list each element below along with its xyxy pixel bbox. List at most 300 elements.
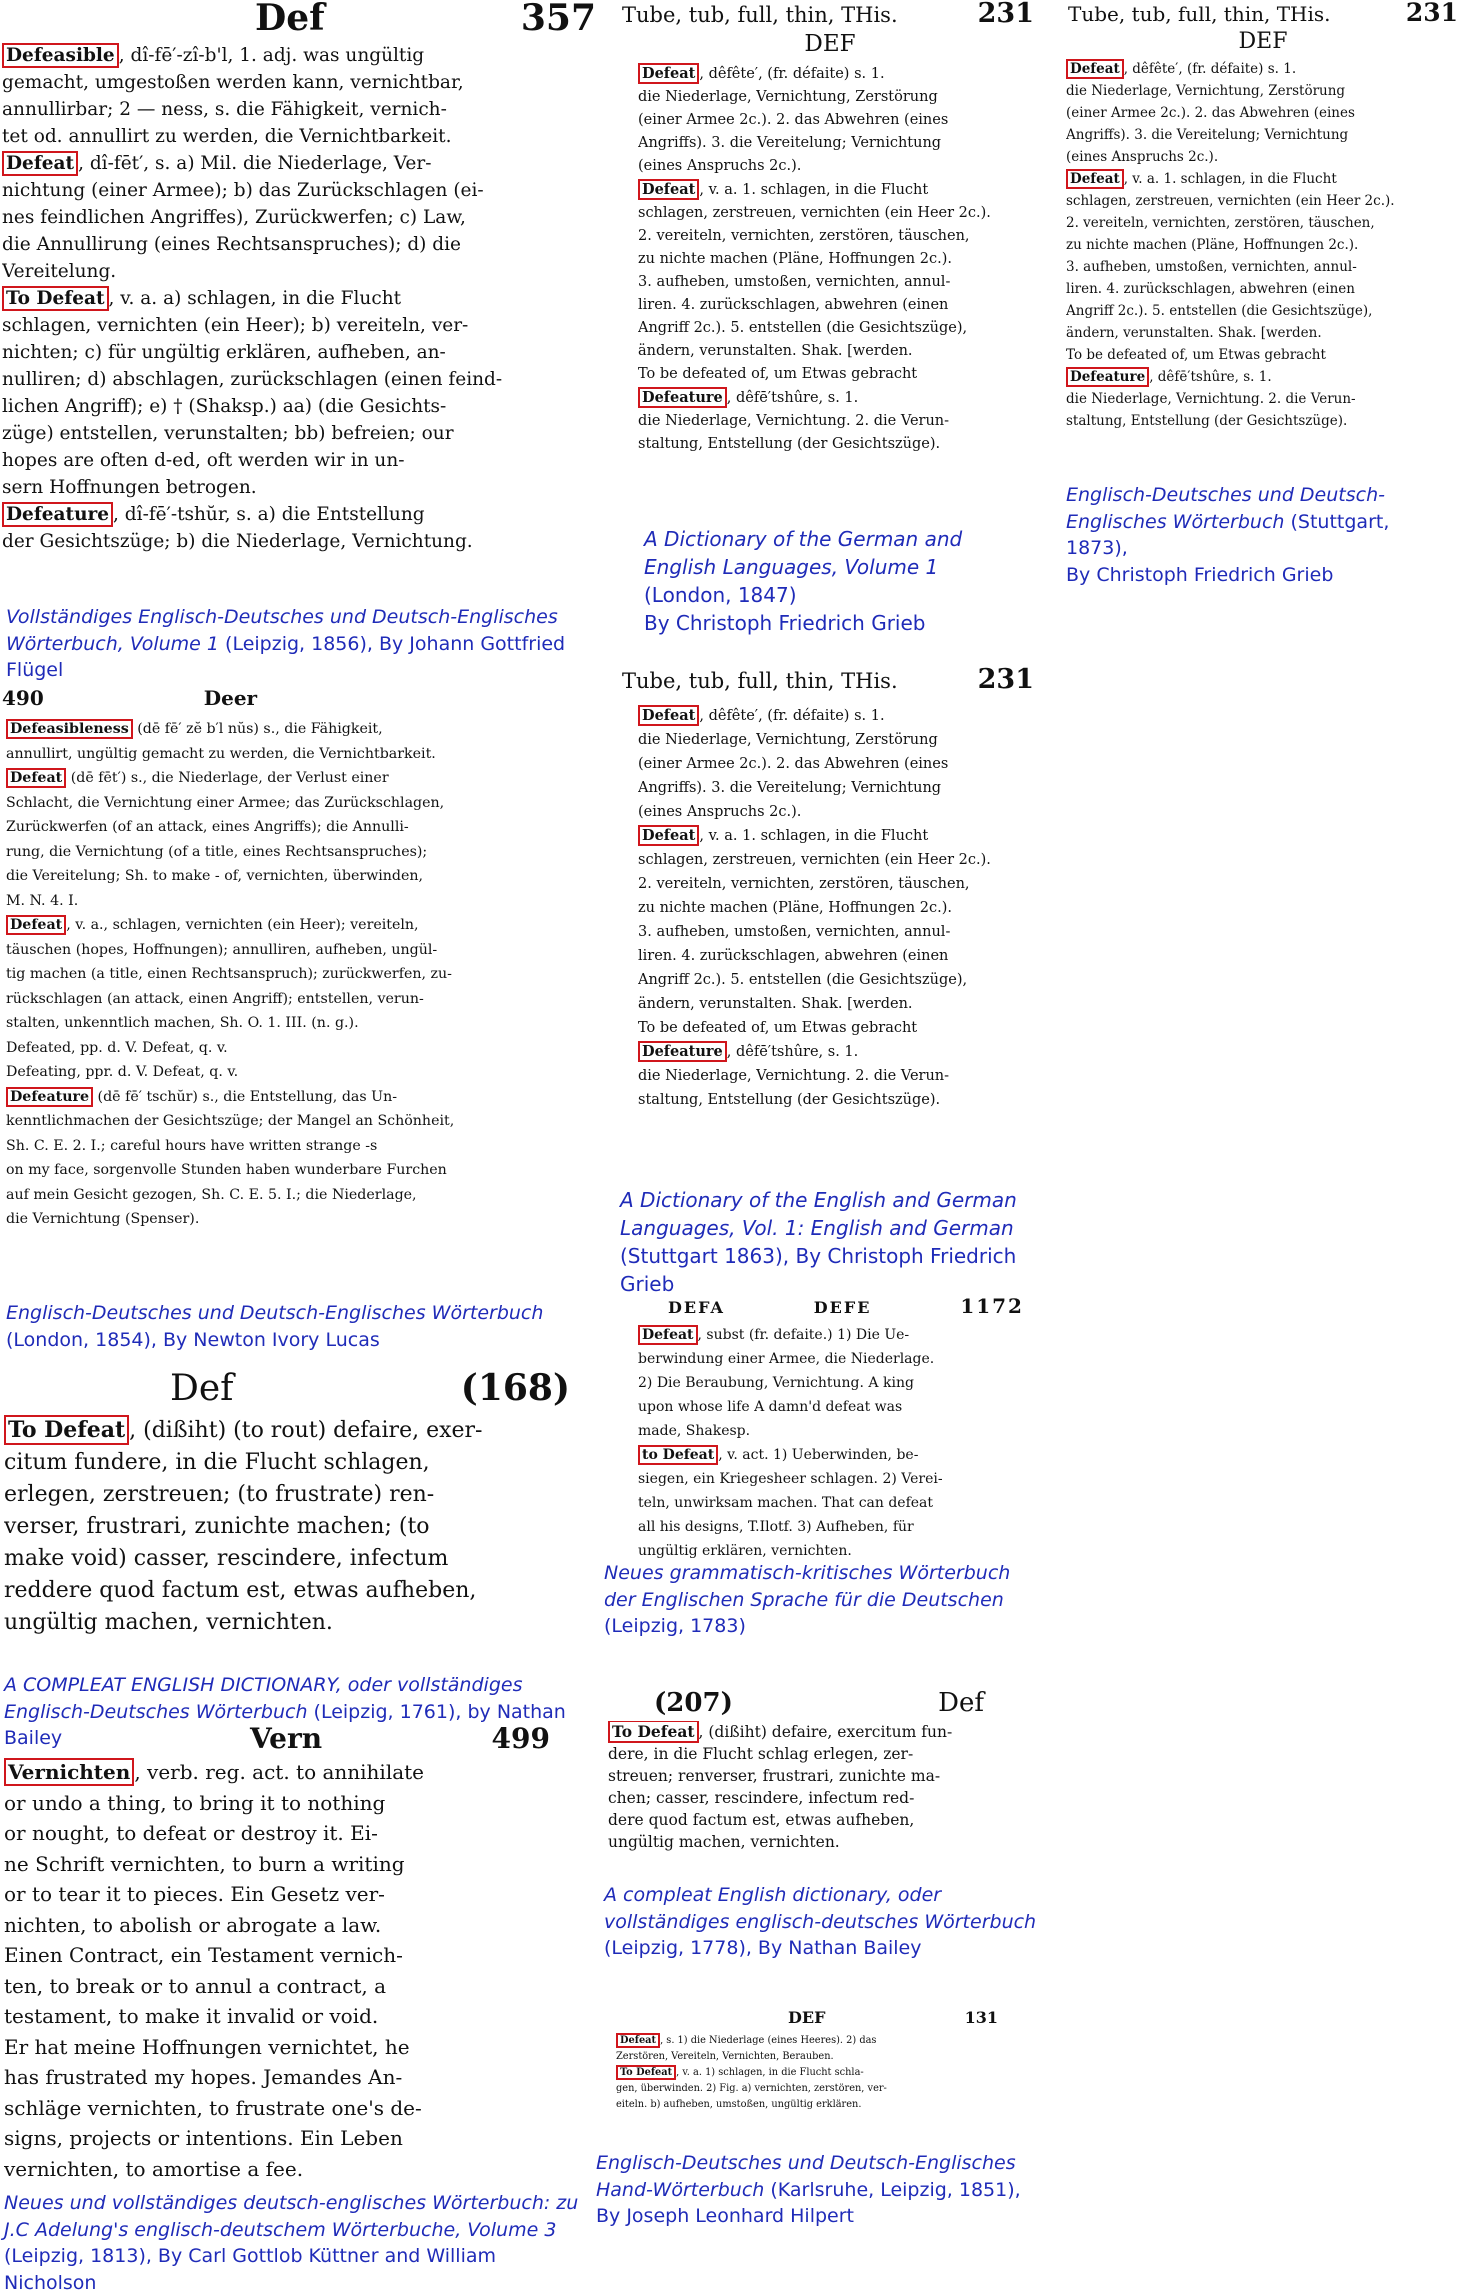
caption-grieb-1873 [1066, 482, 1456, 588]
entry-text-line [6, 840, 600, 865]
entry-text-line [1066, 278, 1462, 300]
entry-text-line [638, 800, 1040, 824]
entry-text-line [6, 1060, 600, 1085]
entry-text-line [638, 340, 1040, 363]
entry-text: Vereitelung. [2, 260, 117, 282]
entry-text-line [2, 123, 610, 150]
entry-text: dere, in die Flucht schlag erlegen, zer- [608, 1745, 914, 1764]
entry-definition: , dêfē′tshûre, s. 1. [726, 1044, 859, 1061]
entry-text-line [638, 202, 1040, 225]
entry-text: To be defeated of, um Etwas gebracht [638, 365, 918, 382]
entry-text: citum fundere, in die Flucht schlagen, [4, 1449, 430, 1475]
entry-text: ungültig machen, vernichten. [4, 1609, 333, 1635]
headword-highlight: To Defeat [4, 1415, 129, 1445]
entries [612, 2033, 1052, 2113]
entry-text: Schlacht, die Vernichtung einer Armee; das Zurückschlagen, [6, 794, 445, 811]
entry-text: 3. aufheben, umstoßen, vernichten, annul- [638, 273, 951, 290]
entry-text-line [638, 132, 1040, 155]
entry-text-line [2, 204, 610, 231]
entry-definition: , v. a. 1. schlagen, in die Flucht [699, 181, 929, 198]
entry-text-line [4, 1788, 600, 1819]
entry-text-line [4, 2001, 600, 2032]
entry-text-line [608, 1765, 1044, 1787]
entry-text: Sh. C. E. 2. I.; careful hours have written strange -s [6, 1137, 378, 1154]
entry-text: staltung, Entstellung (der Gesichtszüge). [638, 1092, 941, 1109]
entry-text: hopes are often d-ed, oft werden wir in un- [2, 449, 405, 471]
entry-text-line [638, 271, 1040, 294]
entry-headword-line [616, 2033, 1052, 2049]
entry-text: staltung, Entstellung (der Gesichtszüge). [638, 435, 941, 452]
headword-highlight: Defeat [1066, 59, 1124, 79]
header-page: 357 [520, 0, 596, 39]
entry-text: M. N. 4. I. [6, 892, 79, 909]
entry-text: schlagen, zerstreuen, vernichten (ein Heer 2c.). [1066, 193, 1395, 210]
caption-grieb-1863 [620, 1186, 1020, 1298]
entry-text-line [6, 1183, 600, 1208]
scan-lucas-1854 [0, 688, 600, 1300]
entry-text-line [608, 1743, 1044, 1765]
headword-highlight: Defeat [2, 151, 78, 176]
entries [0, 42, 610, 555]
entry-text-line [6, 791, 600, 816]
entry-text: auf mein Gesicht gezogen, Sh. C. E. 5. I.; die Niederlage, [6, 1186, 417, 1203]
caption-source: (Stuttgart 1863), By Christoph Friedrich Grieb [620, 1244, 1017, 1296]
entry-text-line [2, 96, 610, 123]
entry-headword-line [616, 2065, 1052, 2081]
entry-headword-line [1066, 366, 1462, 388]
entry-text-line [638, 1491, 1040, 1515]
entry-text: Angriff 2c.). 5. entstellen (die Gesichtszüge), [638, 972, 968, 989]
entry-text-line [2, 447, 610, 474]
entry-definition: , (dißiht) defaire, exercitum fun- [698, 1723, 953, 1742]
entry-text: ne Schrift vernichten, to burn a writing [4, 1851, 405, 1876]
entry-headword-line [4, 1757, 600, 1788]
caption-source: (Leipzig, 1813), By Carl Gottlob Küttner and William Nicholson [4, 2245, 496, 2294]
entry-text-line [616, 2049, 1052, 2065]
entry-text-line [638, 1016, 1040, 1040]
entry-text-line [4, 1575, 600, 1607]
page-header [0, 688, 600, 717]
entries [0, 717, 600, 1232]
header-page: 131 [964, 2010, 998, 2027]
header-page: 231 [977, 0, 1034, 29]
entry-text: gemacht, umgestoßen werden kann, vernichtbar, [2, 71, 464, 93]
caption-title: A Dictionary of the German and English Languages, Volume 1 [644, 527, 963, 579]
entry-text-line [638, 433, 1040, 456]
entry-headword-line [1066, 58, 1462, 80]
entry-text-line [638, 752, 1040, 776]
entry-definition: , v. a., schlagen, vernichten (ein Heer); vereiteln, [66, 917, 419, 933]
entry-definition: , dêfête′, (fr. défaite) s. 1. [699, 65, 885, 82]
entry-text-line [638, 1088, 1040, 1112]
entry-text-line [638, 944, 1040, 968]
entry-text-line [2, 393, 610, 420]
scan-bailey-1761 [0, 1370, 600, 1670]
entries [620, 1323, 1040, 1563]
entry-text-line [638, 1064, 1040, 1088]
entry-definition: , v. a. a) schlagen, in die Flucht [108, 287, 402, 309]
entry-definition: , v. a. 1. schlagen, in die Flucht [1123, 171, 1337, 188]
entry-text: liren. 4. zurückschlagen, abwehren (einen [1066, 281, 1355, 298]
entry-text: die Niederlage, Vernichtung, Zerstörung [1066, 83, 1346, 100]
entry-text-line [638, 728, 1040, 752]
entry-text-line [1066, 146, 1462, 168]
entry-text: züge) entstellen, verunstalten; bb) befreien; our [2, 422, 454, 444]
entry-text: Angriffs). 3. die Vereitelung; Vernichtung [638, 780, 942, 797]
entry-text-line [6, 1011, 600, 1036]
header-left: DEFA [668, 1298, 725, 1317]
entries [604, 1721, 1044, 1853]
caption-title: A COMPLEAT ENGLISH DICTIONARY, oder vollständiges Englisch-Deutsches Wörterbuch [4, 1674, 523, 1723]
headword-highlight: Defeasible [2, 43, 119, 68]
headword-highlight: Defeat [638, 1325, 698, 1345]
entry-text: Einen Contract, ein Testament vernich- [4, 1943, 403, 1968]
entry-text: liren. 4. zurückschlagen, abwehren (einen [638, 948, 949, 965]
entry-text-line [4, 2093, 600, 2124]
caption-title: Neues grammatisch-kritisches Wörterbuch der Englischen Sprache für die Deutschen [604, 1562, 1011, 1611]
entry-text: die Vernichtung (Spenser). [6, 1211, 200, 1227]
scan-grieb-1847 [620, 0, 1040, 520]
entries [0, 1414, 600, 1639]
caption-title: Englisch-Deutsches und Deutsch-Englisches Hand-Wörterbuch [596, 2152, 1016, 2201]
entry-text: schlagen, vernichten (ein Heer); b) vereiteln, ver- [2, 314, 469, 336]
entry-text: or undo a thing, to bring it to nothing [4, 1790, 386, 1815]
entry-text-line [2, 258, 610, 285]
header-page: 231 [1405, 0, 1458, 27]
entry-text-line [1066, 212, 1462, 234]
entry-text-line [6, 1158, 600, 1183]
entry-text-line [638, 872, 1040, 896]
entry-text: zu nichte machen (Pläne, Hoffnungen 2c.). [638, 900, 952, 917]
caption-title: A compleat English dictionary, oder vollständiges englisch-deutsches Wörterbuch [604, 1884, 1037, 1933]
header-page: 1172 [960, 1296, 1024, 1318]
entry-text: dere quod factum est, etwas aufheben, [608, 1811, 915, 1830]
entry-text: (einer Armee 2c.). 2. das Abwehren (eines [638, 756, 949, 773]
entry-text: Er hat meine Hoffnungen vernichtet, he [4, 2034, 410, 2059]
entry-text: all his designs, T.Ilotf. 3) Aufheben, für [638, 1519, 914, 1535]
entry-headword-line [608, 1721, 1044, 1743]
entry-text: teln, unwirksam machen. That can defeat [638, 1495, 934, 1511]
entry-text-line [638, 1419, 1040, 1443]
entry-text: die Vereitelung; Sh. to make - of, vernichten, überwinden, [6, 868, 424, 884]
entry-text: nulliren; d) abschlagen, zurückschlagen (einen feind- [2, 368, 503, 390]
entry-text: die Niederlage, Vernichtung, Zerstörung [638, 732, 938, 749]
headword-highlight: Defeat [1066, 169, 1124, 189]
entry-text: die Annullirung (eines Rechtsanspruches); d) die [2, 233, 461, 255]
entry-text: Angriffs). 3. die Vereitelung; Vernichtung [638, 134, 942, 151]
page-header [0, 1370, 600, 1414]
entry-text: rung, die Vernichtung (of a title, eines Rechtsanspruches); [6, 843, 428, 860]
entry-text: testament, to make it invalid or void. [4, 2004, 379, 2029]
entry-text: Angriff 2c.). 5. entstellen (die Gesichtszüge), [1066, 303, 1373, 320]
entry-text-line [638, 317, 1040, 340]
entry-text-line [4, 1818, 600, 1849]
entry-text: on my face, sorgenvolle Stunden haben wunderbare Furchen [6, 1162, 447, 1178]
page-header [0, 0, 610, 42]
headword-highlight: Defeat [638, 705, 699, 726]
entry-definition: , dî-fēt′, s. a) Mil. die Niederlage, Ver- [78, 152, 432, 174]
entry-text-line [6, 962, 600, 987]
header-page: 490 [2, 688, 44, 710]
caption-source: (Leipzig, 1761), by Nathan Bailey [4, 1700, 566, 1750]
entry-text-line [638, 968, 1040, 992]
caption-title: Englisch-Deutsches und Deutsch-Englisches Wörterbuch [1066, 484, 1385, 533]
entry-text-line [1066, 300, 1462, 322]
entry-text: schläge vernichten, to frustrate one's de- [4, 2095, 422, 2120]
caption-author: By Christoph Friedrich Grieb [1066, 563, 1334, 586]
entry-headword-line [638, 704, 1040, 728]
headword-highlight: Defeat [638, 63, 699, 84]
scan-hilpert-1851 [612, 2010, 1052, 2150]
headword-highlight: Defeat [638, 825, 699, 846]
entry-text: (einer Armee 2c.). 2. das Abwehren (eines [1066, 105, 1355, 122]
entry-text: eiteln. b) aufheben, umstoßen, ungültig erklären. [616, 2098, 862, 2110]
entry-text: To be defeated of, um Etwas gebracht [638, 1020, 918, 1037]
entry-text: die Niederlage, Vernichtung, Zerstörung [638, 88, 938, 105]
entry-headword-line [638, 386, 1040, 410]
entry-text: chen; casser, rescindere, infectum red- [608, 1789, 915, 1808]
entry-text-line [1066, 102, 1462, 124]
caption-source: (Leipzig, 1778), By Nathan Bailey [604, 1937, 922, 1960]
entry-text-line [616, 2097, 1052, 2113]
entry-text: zu nichte machen (Pläne, Hoffnungen 2c.). [638, 250, 952, 267]
entry-text-line [6, 1036, 600, 1061]
caption-source: (London, 1847) [644, 583, 797, 607]
headword-highlight: Defeat [6, 915, 66, 935]
entries [620, 62, 1040, 456]
entry-text: annullirt, ungültig gemacht zu werden, die Vernichtbarkeit. [6, 745, 436, 762]
entry-text-line [1066, 344, 1462, 366]
entry-definition: (dē fēt′) s., die Niederlage, der Verlust einer [66, 770, 389, 786]
entry-headword-line [2, 501, 610, 528]
caption-hilpert-1851 [596, 2150, 1056, 2230]
entry-text: Angriff 2c.). 5. entstellen (die Gesichtszüge), [638, 319, 968, 336]
entry-text-line [638, 294, 1040, 317]
entry-definition: , dî-fē′-zî-b'l, 1. adj. was ungültig [118, 44, 425, 66]
entry-text: Defeating, ppr. d. V. Defeat, q. v. [6, 1064, 239, 1080]
entry-headword-line [4, 1414, 600, 1447]
entry-text: tig machen (a title, einen Rechtsanspruch); zurückwerfen, zu- [6, 966, 452, 982]
scan-bailey-1778 [604, 1690, 1044, 1880]
headword-highlight: To Defeat [2, 286, 109, 311]
headword-highlight: to Defeat [638, 1445, 718, 1465]
entry-text-line [6, 1134, 600, 1159]
entry-definition: (dē fē′ tschŭr) s., die Entstellung, das Un- [93, 1088, 398, 1105]
caption-fluegel-1856 [6, 604, 606, 684]
entry-text-line [1066, 388, 1462, 410]
entry-text: stalten, unkenntlich machen, Sh. O. 1. III. (n. g.). [6, 1015, 359, 1031]
headword-highlight: Defeat [616, 2033, 660, 2048]
headword-highlight: Defeature [2, 502, 113, 527]
entry-text-line [1066, 256, 1462, 278]
entry-text: (einer Armee 2c.). 2. das Abwehren (eines [638, 111, 949, 128]
entry-text: 3. aufheben, umstoßen, vernichten, annul- [1066, 259, 1357, 276]
entry-text-line [4, 1910, 600, 1941]
entries [1064, 58, 1462, 432]
header-word: Vern [250, 1724, 323, 1755]
headword-highlight: Defeature [638, 387, 727, 408]
page-header [1064, 0, 1462, 26]
entry-text-line [638, 225, 1040, 248]
entry-text: streuen; renverser, frustrari, zunichte ma- [608, 1767, 941, 1786]
entry-text-line [1066, 234, 1462, 256]
entry-text: nichtung (einer Armee); b) das Zurückschlagen (ei- [2, 179, 484, 201]
headword-highlight: To Defeat [608, 1721, 699, 1743]
header-word: Deer [203, 688, 258, 710]
entry-text-line [2, 231, 610, 258]
entry-text-line [4, 1849, 600, 1880]
header-page: (168) [460, 1370, 570, 1409]
entry-text: zu nichte machen (Pläne, Hoffnungen 2c.). [1066, 237, 1359, 254]
entry-text-line [4, 2123, 600, 2154]
header-word: Def [170, 1370, 234, 1409]
entry-text: signs, projects or intentions. Ein Leben [4, 2126, 403, 2151]
entry-text-line [616, 2081, 1052, 2097]
entry-text-line [608, 1809, 1044, 1831]
entry-text-line [638, 896, 1040, 920]
header-page: 499 [491, 1724, 550, 1755]
entries [620, 704, 1040, 1112]
entry-text: staltung, Entstellung (der Gesichtszüge). [1066, 413, 1348, 430]
entry-text-line [2, 366, 610, 393]
entry-headword-line [638, 824, 1040, 848]
scan-neues-1783 [620, 1296, 1040, 1564]
entry-text-line [638, 109, 1040, 132]
entry-text: 2. vereiteln, vernichten, zerstören, täuschen, [1066, 215, 1375, 232]
entry-text-line [6, 742, 600, 767]
entry-text-line [608, 1787, 1044, 1809]
entry-text: vernichten, to amortise a fee. [4, 2156, 304, 2181]
entry-text: schlagen, zerstreuen, vernichten (ein Heer 2c.). [638, 852, 991, 869]
entry-text: nichten; c) für ungültig erklären, aufheben, an- [2, 341, 446, 363]
header-mid: DEFE [813, 1298, 872, 1317]
scan-kuettner-1813 [0, 1724, 600, 2184]
scan-grieb-1863 [620, 666, 1040, 1176]
headword-highlight: Defeature [638, 1041, 727, 1062]
entry-text: gen, überwinden. 2) Fig. a) vernichten, zerstören, ver- [616, 2082, 887, 2094]
entry-text: nichten, to abolish or abrogate a law. [4, 1912, 382, 1937]
entry-headword-line [6, 766, 600, 791]
entry-text: To be defeated of, um Etwas gebracht [1066, 347, 1326, 364]
entry-text-line [608, 1831, 1044, 1853]
entry-text: has frustrated my hopes. Jemandes An- [4, 2065, 403, 2090]
entry-text: siegen, ein Kriegesheer schlagen. 2) Verei- [638, 1471, 943, 1487]
caption-source: (Leipzig, 1783) [604, 1615, 746, 1638]
entry-text: made, Shakesp. [638, 1423, 751, 1439]
entry-definition: , (dißiht) (to rout) defaire, exer- [129, 1417, 483, 1443]
page-header [0, 1724, 600, 1757]
entry-text: ten, to break or to annul a contract, a [4, 1973, 387, 1998]
entry-text: 2. vereiteln, vernichten, zerstören, täuschen, [638, 227, 970, 244]
entry-text-line [638, 992, 1040, 1016]
entry-text-line [1066, 410, 1462, 432]
entry-text-line [4, 2062, 600, 2093]
entry-text: verser, frustrari, zunichte machen; (to [4, 1513, 430, 1539]
headword-highlight: Defeasibleness [6, 719, 133, 739]
entry-text: Defeated, pp. d. V. Defeat, q. v. [6, 1039, 228, 1056]
scan-grieb-1873 [1064, 0, 1462, 480]
entry-definition: , dêfête′, (fr. défaite) s. 1. [1123, 61, 1297, 78]
entry-definition: , dêfête′, (fr. défaite) s. 1. [699, 708, 885, 725]
entry-definition: , dêfē′tshûre, s. 1. [1149, 369, 1272, 386]
entry-text-line [6, 864, 600, 889]
entry-text-line [1066, 80, 1462, 102]
entry-text-line [2, 528, 610, 555]
entry-text-line [638, 1371, 1040, 1395]
entry-text-line [1066, 190, 1462, 212]
entry-text-line [2, 420, 610, 447]
entry-text: die Niederlage, Vernichtung. 2. die Verun- [1066, 391, 1356, 408]
entry-text-line [638, 410, 1040, 433]
entry-text-line [4, 1971, 600, 2002]
entry-text: erlegen, zerstreuen; (to frustrate) ren- [4, 1481, 435, 1507]
entry-text: die Niederlage, Vernichtung. 2. die Verun- [638, 412, 950, 429]
caption-title: A Dictionary of the English and German Languages, Vol. 1: English and German [620, 1188, 1017, 1240]
page-header [620, 1296, 1040, 1323]
entry-text-line [638, 248, 1040, 271]
entry-text: sern Hoffnungen betrogen. [2, 476, 257, 498]
page-header [612, 2010, 1052, 2033]
entry-text-line [638, 1347, 1040, 1371]
entry-headword-line [6, 913, 600, 938]
entry-text: ändern, verunstalten. Shak. [werden. [638, 342, 913, 359]
entry-text: or to tear it to pieces. Ein Gesetz ver- [4, 1882, 385, 1907]
entry-headword-line [2, 285, 610, 312]
entry-text: nes feindlichen Angriffes), Zurückwerfen; c) Law, [2, 206, 466, 228]
entry-text: liren. 4. zurückschlagen, abwehren (einen [638, 296, 949, 313]
entry-text: berwindung einer Armee, die Niederlage. [638, 1351, 935, 1367]
entry-text-line [2, 339, 610, 366]
entry-text-line [638, 1395, 1040, 1419]
entry-text: ungültig machen, vernichten. [608, 1833, 840, 1852]
entry-text-line [4, 1511, 600, 1543]
entry-text-line [638, 848, 1040, 872]
entry-text: ungültig erklären, vernichten. [638, 1543, 852, 1559]
entry-headword-line [638, 62, 1040, 86]
entry-text-line [638, 776, 1040, 800]
entry-text: kenntlichmachen der Gesichtszüge; der Mangel an Schönheit, [6, 1113, 455, 1129]
caption-title: Vollständiges Englisch-Deutsches und Deutsch-Englisches Wörterbuch, Volume 1 [6, 606, 558, 655]
header-word: DEF [804, 31, 856, 58]
entry-text: make void) casser, rescindere, infectum [4, 1545, 449, 1571]
entry-text-line [2, 312, 610, 339]
scan-fluegel-1856 [0, 0, 610, 600]
entry-text-line [4, 1543, 600, 1575]
entry-text: ändern, verunstalten. Shak. [werden. [638, 996, 913, 1013]
entry-text-line [2, 69, 610, 96]
entry-headword-line [638, 1323, 1040, 1347]
entry-text: annullirbar; 2 — ness, s. die Fähigkeit, vernich- [2, 98, 447, 120]
entry-text: or nought, to defeat or destroy it. Ei- [4, 1821, 378, 1846]
page-header [604, 1690, 1044, 1721]
entry-text: Zerstören, Vereiteln, Vernichten, Berauben. [616, 2050, 834, 2062]
entry-text-line [638, 363, 1040, 386]
headword-highlight: To Defeat [616, 2065, 676, 2080]
caption-grieb-1847 [644, 525, 1004, 637]
headword-highlight: Defeature [6, 1087, 93, 1107]
entry-text-line [4, 1879, 600, 1910]
header-left: Tube, tub, full, thin, THis. [622, 669, 898, 693]
headword-highlight: Defeat [6, 768, 66, 788]
entry-text-line [6, 815, 600, 840]
entry-text: der Gesichtszüge; b) die Niederlage, Vernichtung. [2, 530, 473, 552]
entry-text-line [638, 1515, 1040, 1539]
entry-text-line [4, 1447, 600, 1479]
caption-source: (Karlsruhe, Leipzig, 1851), [770, 2178, 1021, 2201]
entry-text-line [6, 1109, 600, 1134]
entry-headword-line [2, 150, 610, 177]
entry-headword-line [6, 1085, 600, 1110]
